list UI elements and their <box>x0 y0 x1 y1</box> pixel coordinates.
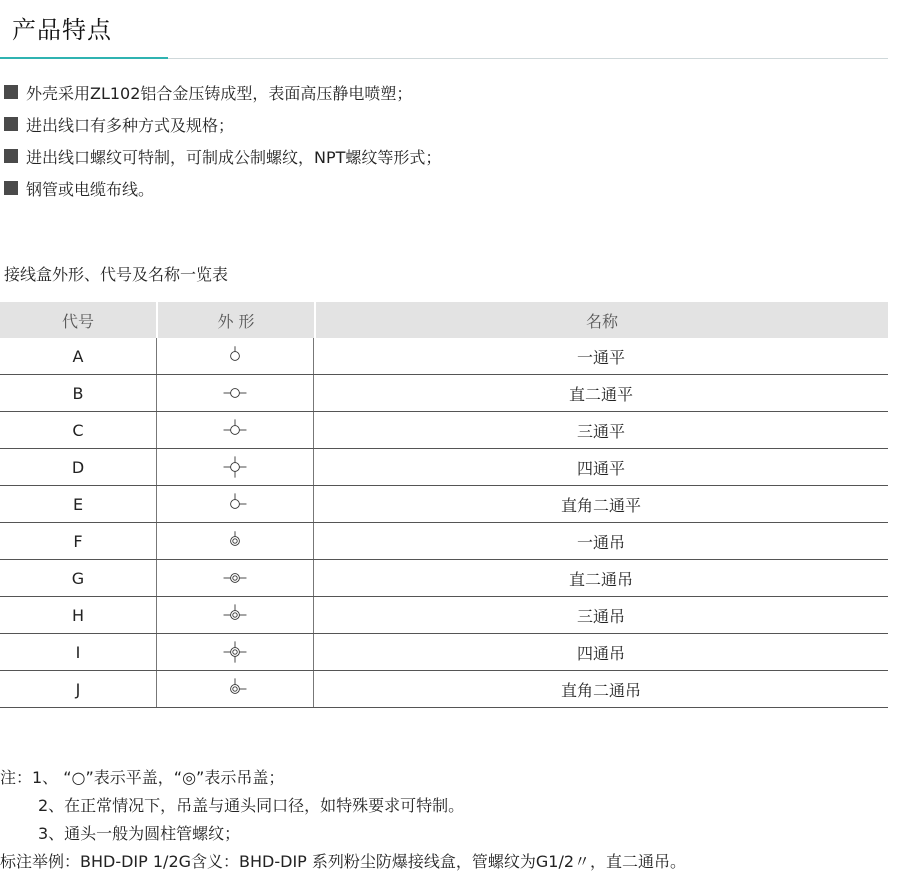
table-row <box>0 486 888 523</box>
cell-name: 三通吊 <box>313 597 888 633</box>
cell-shape <box>156 597 313 633</box>
note-line: 3、通头一般为圆柱管螺纹； <box>38 823 241 843</box>
cell-name: 四通平 <box>313 449 888 485</box>
cell-name: 一通平 <box>313 338 888 374</box>
cell-name: 直角二通平 <box>313 486 888 522</box>
table-caption: 接线盒外形、代号及名称一览表 <box>4 265 229 284</box>
table-row <box>0 523 888 560</box>
table-row <box>0 560 888 597</box>
cell-name: 直二通平 <box>313 375 888 411</box>
cell-code: I <box>75 642 81 662</box>
feature-item <box>4 108 441 140</box>
table-row <box>0 597 888 634</box>
cell-shape <box>156 449 313 485</box>
note-line: 注：1、 “○”表示平盖，“◎”表示吊盖； <box>0 767 285 787</box>
junction-1way-flat-icon <box>215 341 255 371</box>
cell-code: E <box>72 494 84 514</box>
cell-shape <box>156 375 313 411</box>
feature-list <box>4 76 441 204</box>
cell-code: B <box>72 383 84 403</box>
cell-shape <box>156 523 313 559</box>
cell-shape <box>156 560 313 596</box>
table-row <box>0 671 888 708</box>
cell-shape <box>156 412 313 448</box>
feature-item <box>4 172 441 204</box>
cell-shape <box>156 671 313 707</box>
square-bullet-icon <box>4 149 18 163</box>
table-header-row <box>0 302 888 338</box>
table-row <box>0 449 888 486</box>
feature-text: 进出线口螺纹可特制，可制成公制螺纹，NPT螺纹等形式； <box>26 147 442 167</box>
cell-code: F <box>73 531 83 551</box>
cell-name: 三通平 <box>313 412 888 448</box>
cell-shape <box>156 338 313 374</box>
feature-text: 进出线口有多种方式及规格； <box>26 115 235 135</box>
cell-name: 直角二通吊 <box>313 671 888 707</box>
header-name: 名称 <box>314 302 888 338</box>
cell-code: G <box>71 568 85 588</box>
cell-code: H <box>71 605 85 625</box>
junction-4way-flat-icon <box>215 452 255 482</box>
note-line: 2、在正常情况下，吊盖与通头同口径，如特殊要求可特制。 <box>38 795 465 815</box>
cell-code: A <box>72 346 84 366</box>
junction-box-table <box>0 302 888 708</box>
junction-1way-hanging-icon <box>215 526 255 556</box>
cell-code: C <box>72 420 84 440</box>
feature-text: 外壳采用ZL102铝合金压铸成型，表面高压静电喷塑； <box>26 83 413 103</box>
feature-text: 钢管或电缆布线。 <box>26 179 155 199</box>
cell-name: 直二通吊 <box>313 560 888 596</box>
cell-shape <box>156 486 313 522</box>
junction-angle-2way-flat-icon <box>215 489 255 519</box>
cell-shape <box>156 634 313 670</box>
cell-name: 一通吊 <box>313 523 888 559</box>
square-bullet-icon <box>4 117 18 131</box>
cell-code: D <box>71 457 85 477</box>
junction-3way-flat-icon <box>215 415 255 445</box>
feature-item <box>4 140 441 172</box>
table-body <box>0 338 888 708</box>
header-shape: 外 形 <box>156 302 314 338</box>
header-code: 代号 <box>61 311 94 331</box>
page-title: 产品特点 <box>12 16 112 44</box>
notes-section <box>0 762 686 874</box>
junction-4way-hanging-icon <box>215 637 255 667</box>
note-line: 标注举例：BHD-DIP 1/2G含义：BHD-DIP 系列粉尘防爆接线盒，管螺纹为G1/2〃，直二通吊。 <box>0 851 687 871</box>
junction-straight-2way-flat-icon <box>215 378 255 408</box>
title-accent-bar <box>0 57 168 59</box>
table-row <box>0 338 888 375</box>
table-row <box>0 375 888 412</box>
square-bullet-icon <box>4 181 18 195</box>
junction-straight-2way-hanging-icon <box>215 563 255 593</box>
table-row <box>0 634 888 671</box>
junction-3way-hanging-icon <box>215 600 255 630</box>
table-row <box>0 412 888 449</box>
junction-angle-2way-hanging-icon <box>215 674 255 704</box>
feature-item <box>4 76 441 108</box>
cell-name: 四通吊 <box>313 634 888 670</box>
cell-code: J <box>75 679 81 699</box>
square-bullet-icon <box>4 85 18 99</box>
